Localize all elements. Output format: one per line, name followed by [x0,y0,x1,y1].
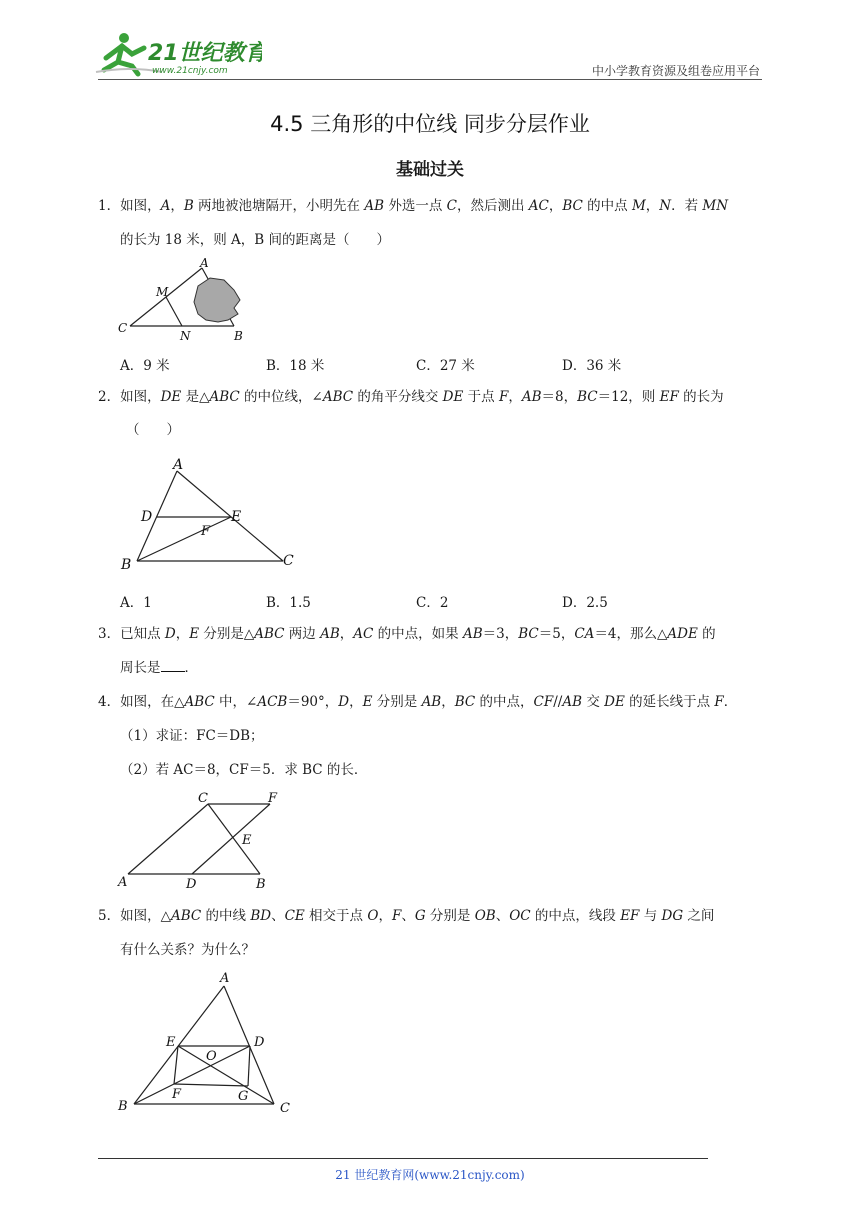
question-text: ＝12，则 [597,389,660,405]
question-4-sub2: （2）若 AC＝8，CF＝5．求 BC 的长． [120,762,368,778]
fig5-label-o: O [206,1049,217,1064]
question-text: ．若 [671,198,703,214]
question-text: ， [548,198,563,214]
q1-option-b[interactable]: B．18 米 [266,358,325,374]
question-text: ， [508,389,522,405]
section-heading: 基础过关 [396,160,464,180]
question-text: // [553,694,563,710]
fig4-label-e: E [242,833,252,848]
math-variable: DE [160,389,182,405]
question-text: ＝8， [541,389,578,405]
math-variable: AC [353,626,374,642]
math-variable: ABC [209,389,240,405]
question-1-line2: 的长为 18 米，则 A，B 间的距离是（ ） [120,232,391,248]
question-text: 的中点， [475,694,534,710]
fig5-label-f: F [172,1087,182,1102]
question-text: 的中点，线段 [530,908,621,924]
question-text: ． [723,694,738,710]
math-variable: BC [454,694,476,710]
question-3-line2: 周长是 ． [120,660,198,676]
question-1-figure [110,256,260,346]
math-variable: AB [320,626,340,642]
math-variable: BC [562,198,583,214]
question-text: 中，∠ [214,694,258,710]
header-divider [98,79,762,80]
answer-blank[interactable] [161,659,185,672]
math-variable: AB [521,389,542,405]
fig4-label-b: B [256,877,266,892]
question-text: 如图，在△ [120,694,185,710]
fig1-label-n: N [180,329,191,343]
question-4-sub1: （1）求证：FC＝DB； [120,728,264,744]
math-variable: A [160,198,171,214]
question-2-line2: （ ） [126,422,180,438]
question-text: 、 [495,908,510,924]
question-5-figure [110,966,300,1116]
math-variable: AB [364,198,385,214]
question-2-figure [115,455,305,575]
fig5-label-c: C [280,1101,290,1116]
math-variable: D [338,694,350,710]
question-3-line1: 3．已知点 D，E 分别是△ABC 两边 AB，AC 的中点，如果 AB＝3，BC＝5，CA＝4，那么△ADE 的 [98,626,716,642]
question-text: ，然后测出 [456,198,529,214]
question-text: 如图， [120,198,161,214]
runner-logo-icon [92,28,262,78]
q1-option-c[interactable]: C．27 米 [416,358,475,374]
math-variable: M [631,198,646,214]
math-variable: AB [462,626,483,642]
math-variable: G [414,908,426,924]
fig2-label-b: B [121,557,132,573]
math-variable: E [189,626,200,642]
question-text: 的 [697,626,716,642]
platform-name: 中小学教育资源及组卷应用平台 [591,64,760,78]
question-text: 的延长线于点 [624,694,715,710]
q2-option-a[interactable]: A．1 [120,595,152,611]
fig4-label-c: C [198,791,208,806]
fig2-label-c: C [283,553,294,569]
fig1-label-a: A [200,256,209,270]
question-text: 相交于点 [304,908,368,924]
question-5-line2: 有什么关系？为什么？ [120,942,255,958]
question-5-line1: 5．如图，△ABC 的中线 BD、CE 相交于点 O，F、G 分别是 OB、OC 的中点，线段 EF 与 DG 之间 [98,908,715,924]
question-text: ， [349,694,363,710]
q2-option-d[interactable]: D．2.5 [562,595,608,611]
math-variable: BC [518,626,539,642]
question-text: ， [441,694,455,710]
question-text: 是△ [181,389,210,405]
fig1-label-m: M [156,285,169,299]
site-logo [92,28,262,78]
question-text: ， [645,198,660,214]
question-text: 之间 [683,908,715,924]
math-variable: OB [474,908,496,924]
fig5-label-g: G [238,1089,249,1104]
logo-text: 21世纪教育 [148,41,262,66]
question-text: 的长为 [678,389,724,405]
math-variable: ABC [170,908,202,924]
question-text: ＝5， [538,626,575,642]
question-text: 两边 [284,626,321,642]
math-variable: ADE [667,626,698,642]
q1-option-d[interactable]: D．36 米 [562,358,622,374]
math-variable: DE [604,694,625,710]
question-text: 的中线 [201,908,251,924]
question-text: 的中位线，∠ [239,389,323,405]
question-text: 分别是△ [199,626,255,642]
math-variable: AB [562,694,583,710]
fig5-label-b: B [118,1099,128,1114]
page-title: 4.5 三角形的中位线 同步分层作业 [270,112,590,136]
math-variable: O [367,908,379,924]
question-text: 的角平分线交 [353,389,443,405]
footer-link[interactable]: 21 世纪教育网(www.21cnjy.com) [335,1168,525,1182]
math-variable: DE [442,389,464,405]
math-variable: CA [574,626,595,642]
question-text: 于点 [463,389,499,405]
question-text: 外选一点 [384,198,447,214]
question-4-figure [110,786,290,896]
question-text: 两地被池塘隔开，小明先在 [193,198,365,214]
question-text: ， [339,626,354,642]
question-2-line1: 2．如图，DE 是△ABC 的中位线，∠ABC 的角平分线交 DE 于点 F，AB＝8，BC＝12，则 EF 的长为 [98,389,724,405]
math-variable: BD [250,908,272,924]
math-variable: CF [533,694,554,710]
math-variable: OC [509,908,531,924]
footer-divider [98,1158,708,1159]
question-text: 如图，△ [120,908,171,924]
fig2-label-f: F [201,524,211,539]
fig1-label-c: C [118,321,128,335]
question-text: 的中点 [582,198,632,214]
math-variable: AB [421,694,442,710]
question-text: 、 [401,908,415,924]
math-variable: DG [661,908,684,924]
math-variable: ABC [184,694,215,710]
math-variable: F [391,908,402,924]
question-text: 交 [582,694,605,710]
math-variable: N [659,198,672,214]
fig5-label-a: A [220,971,230,986]
math-variable: F [498,389,509,405]
fig5-label-d: D [254,1035,265,1050]
question-text: ＝90°， [287,694,339,710]
question-text: 、 [271,908,285,924]
question-text: 分别是 [425,908,475,924]
question-text: 的中点，如果 [373,626,463,642]
math-variable: ABC [254,626,285,642]
math-variable: BC [577,389,598,405]
math-variable: ABC [322,389,354,405]
question-text: ， [170,198,184,214]
math-variable: EF [620,908,640,924]
math-variable: AC [528,198,549,214]
fig5-label-e: E [166,1035,176,1050]
question-text: 分别是 [372,694,422,710]
math-variable: D [164,626,176,642]
fig2-label-d: D [141,509,153,525]
question-text: ＝3， [482,626,519,642]
math-variable: F [714,694,724,710]
question-text: ， [378,908,392,924]
math-variable: C [446,198,457,214]
q2-option-c[interactable]: C．2 [416,595,449,611]
fig4-label-d: D [186,877,197,892]
math-variable: MN [702,198,729,214]
math-variable: ACB [257,694,288,710]
question-text: ， [175,626,190,642]
question-4-line1: 4．如图，在△ABC 中，∠ACB＝90°，D，E 分别是 AB，BC 的中点，CF//AB 交 DE 的延长线于点 F． [98,694,738,710]
fig2-label-e: E [231,509,242,525]
logo-url: www.21cnjy.com [152,66,228,76]
question-text: 与 [639,908,662,924]
math-variable: E [362,694,373,710]
question-1-line1: 1．如图，A，B 两地被池塘隔开，小明先在 AB 外选一点 C，然后测出 AC，BC 的中点 M，N．若 MN [98,198,729,214]
math-variable: EF [659,389,679,405]
fig2-label-a: A [173,457,184,473]
question-text: ＝4，那么△ [594,626,668,642]
question-text: 如图， [120,389,161,405]
q1-option-a[interactable]: A．9 米 [120,358,170,374]
math-variable: CE [284,908,305,924]
fig4-label-f: F [268,791,278,806]
question-text: 已知点 [120,626,165,642]
fig4-label-a: A [118,875,128,890]
q2-option-b[interactable]: B．1.5 [266,595,311,611]
fig1-label-b: B [234,329,243,343]
math-variable: B [183,198,194,214]
